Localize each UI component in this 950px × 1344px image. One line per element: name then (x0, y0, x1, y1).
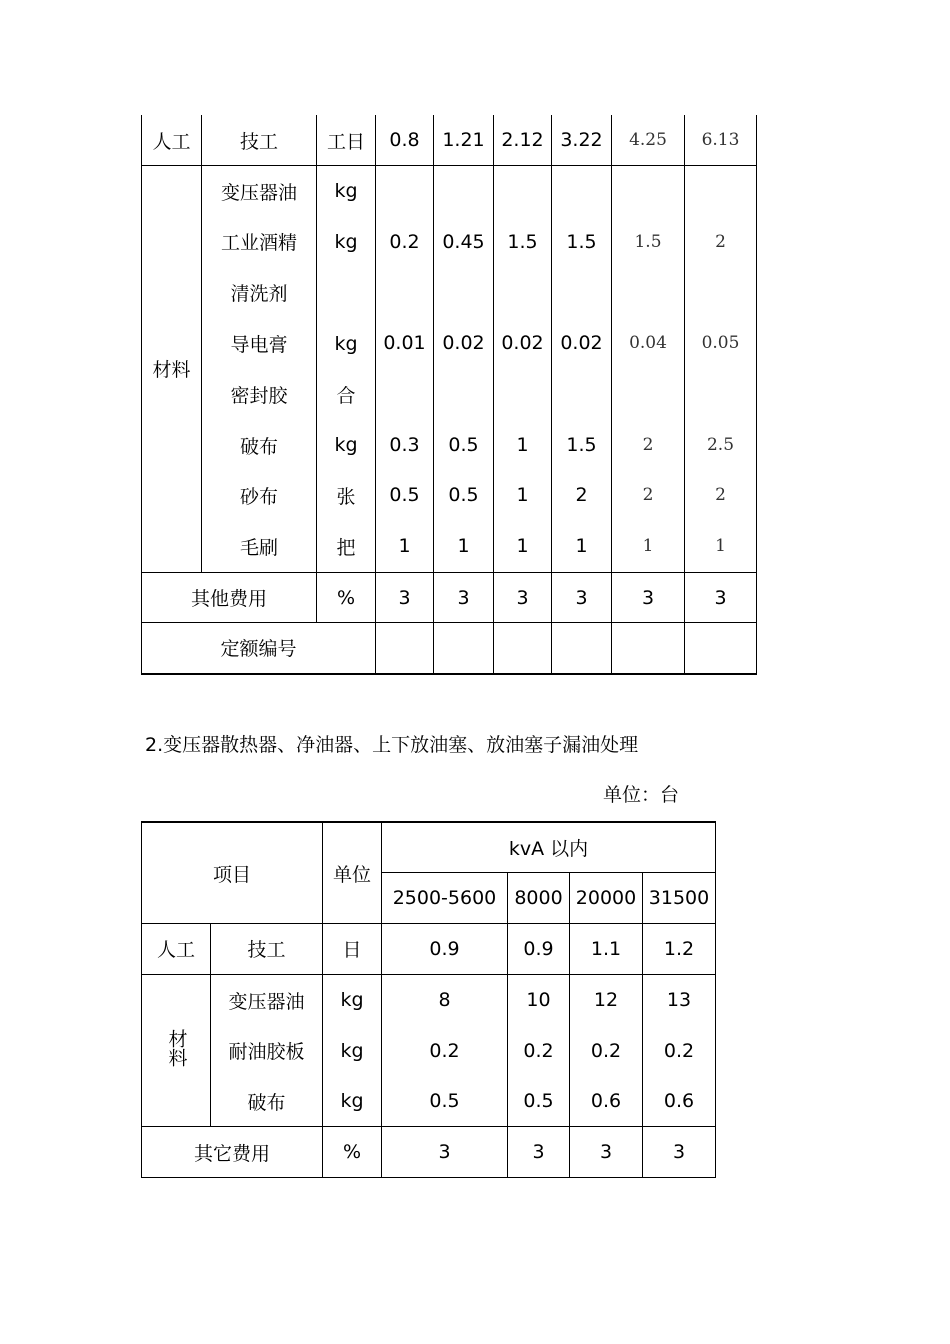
value-cell (685, 369, 756, 420)
group-label (142, 974, 211, 1126)
unit-cell: kg (323, 1025, 382, 1076)
value-cell: 3 (570, 1127, 643, 1178)
empty-cell (434, 623, 494, 674)
value-cell: 0.04 (629, 333, 667, 354)
value-cell (434, 166, 493, 217)
header-capacity: 20000 (570, 873, 643, 924)
value-stack (434, 166, 493, 572)
value-cell (685, 268, 756, 319)
quota-table-2 (141, 821, 716, 1178)
unit-cell: kg (317, 217, 376, 268)
value-cell: 0.45 (442, 230, 485, 253)
unit-cell: kg (317, 420, 376, 471)
value-cell: 1.5 (507, 230, 538, 253)
value-cell: 12 (570, 974, 643, 1025)
item-label: 技工 (202, 115, 317, 166)
header-row (142, 822, 716, 873)
unit-cell: kg (317, 318, 376, 369)
value-cell: 0.5 (508, 1076, 570, 1127)
value-stack (494, 166, 551, 572)
quota-table-1 (141, 115, 757, 675)
item-label: 导电膏 (202, 318, 317, 369)
value-cell: 1 (516, 433, 529, 456)
value-cell (612, 166, 684, 217)
value-cell: 0.8 (376, 115, 434, 166)
value-cell: 3 (685, 572, 757, 623)
value-cell: 2 (575, 484, 588, 507)
value-cell (434, 268, 493, 319)
value-column (494, 166, 552, 573)
labor-row (142, 115, 757, 166)
header-capacity: 2500-5600 (382, 873, 508, 924)
other-cost-row (142, 1127, 716, 1178)
header-item: 项目 (142, 822, 323, 924)
row-label: 定额编号 (142, 623, 376, 674)
value-cell: 0.9 (508, 924, 570, 975)
material-row (142, 166, 757, 217)
value-stack (376, 166, 433, 572)
value-cell: 0.05 (701, 333, 740, 354)
item-label: 清洗剂 (202, 267, 317, 318)
value-cell (552, 166, 611, 217)
unit-cell: % (323, 1127, 382, 1178)
value-cell: 0.2 (382, 1025, 508, 1076)
value-cell: 2 (642, 485, 654, 506)
header-group: kvA 以内 (382, 822, 716, 873)
value-cell: 1.2 (643, 924, 716, 975)
value-cell (494, 268, 551, 319)
value-cell: 0.01 (383, 332, 426, 355)
value-cell: 0.5 (389, 484, 420, 507)
value-cell (685, 166, 756, 217)
row-label: 其他费用 (142, 572, 317, 623)
value-cell: 1 (575, 535, 588, 557)
item-label: 技工 (211, 924, 323, 975)
value-cell: 3 (376, 572, 434, 623)
value-cell (612, 369, 684, 420)
item-label: 耐油胶板 (211, 1025, 323, 1076)
value-cell (376, 268, 433, 319)
value-cell: 2.12 (494, 115, 552, 166)
value-cell: 2 (642, 434, 654, 455)
value-cell: 0.6 (570, 1076, 643, 1127)
value-cell: 2.5 (706, 434, 735, 455)
value-cell: 1 (642, 536, 654, 556)
value-cell: 2 (715, 231, 726, 252)
row-label: 其它费用 (142, 1127, 323, 1178)
item-label: 变压器油 (211, 974, 323, 1025)
value-cell (612, 268, 684, 319)
value-cell: 3 (382, 1127, 508, 1178)
value-cell: 6.13 (685, 115, 757, 166)
item-label: 破布 (211, 1076, 323, 1127)
value-cell: 3 (434, 572, 494, 623)
empty-cell (685, 623, 757, 674)
value-cell: 1.21 (434, 115, 494, 166)
unit-cell: 把 (317, 521, 376, 572)
value-cell: 3 (494, 572, 552, 623)
value-cell: 0.5 (448, 484, 479, 507)
empty-cell (494, 623, 552, 674)
value-cell: 0.3 (389, 433, 420, 456)
value-cell: 0.2 (508, 1025, 570, 1076)
material-row (142, 1025, 716, 1076)
group-label: 人工 (142, 115, 202, 166)
header-capacity: 31500 (643, 873, 716, 924)
value-cell (552, 268, 611, 319)
empty-cell (376, 623, 434, 674)
value-cell: 1.5 (566, 230, 597, 253)
value-cell: 3 (612, 572, 685, 623)
other-cost-row (142, 572, 757, 623)
group-label: 人工 (142, 924, 211, 975)
value-cell: 1 (715, 536, 726, 556)
value-stack (612, 166, 684, 572)
value-cell: 3.22 (552, 115, 612, 166)
value-column (552, 166, 612, 573)
unit-cell: 合 (317, 369, 376, 420)
item-label: 变压器油 (202, 166, 317, 217)
material-row (142, 974, 716, 1025)
value-stack (552, 166, 611, 572)
value-cell: 0.2 (643, 1025, 716, 1076)
value-column (434, 166, 494, 573)
value-cell: 1 (398, 535, 411, 557)
section-title: 2.变压器散热器、净油器、上下放油塞、放油塞子漏油处理 (145, 734, 639, 756)
value-cell (494, 166, 551, 217)
value-column (685, 166, 757, 573)
value-cell: 0.6 (643, 1076, 716, 1127)
value-cell: 10 (508, 974, 570, 1025)
unit-cell: 张 (317, 471, 376, 522)
value-column (376, 166, 434, 573)
value-cell: 0.2 (389, 230, 420, 253)
unit-cell (317, 267, 376, 318)
unit-cell: 工日 (317, 115, 376, 166)
value-cell: 3 (508, 1127, 570, 1178)
empty-cell (612, 623, 685, 674)
quota-number-row (142, 623, 757, 674)
header-capacity: 8000 (508, 873, 570, 924)
value-cell: 0.2 (570, 1025, 643, 1076)
material-row (142, 1076, 716, 1127)
item-label: 毛刷 (202, 521, 317, 572)
header-unit: 单位 (323, 822, 382, 924)
unit-note: 单位：台 (603, 784, 680, 806)
value-column (612, 166, 685, 573)
value-cell: 2 (715, 485, 726, 506)
value-cell: 1.5 (566, 433, 597, 456)
unit-cell: kg (323, 1076, 382, 1127)
empty-cell (552, 623, 612, 674)
value-cell (376, 369, 433, 420)
value-cell: 13 (643, 974, 716, 1025)
value-cell: 1 (516, 484, 529, 507)
item-label: 破布 (202, 420, 317, 471)
value-cell: 0.02 (442, 332, 485, 355)
value-cell: 0.9 (382, 924, 508, 975)
value-cell: 1.1 (570, 924, 643, 975)
value-cell (552, 369, 611, 420)
unit-cell: 日 (323, 924, 382, 975)
group-label: 材料 (142, 166, 202, 573)
value-cell: 0.5 (448, 433, 479, 456)
item-label: 砂布 (202, 471, 317, 522)
value-cell (376, 166, 433, 217)
value-cell: 8 (382, 974, 508, 1025)
item-label: 密封胶 (202, 369, 317, 420)
labor-row (142, 924, 716, 975)
unit-cell: kg (317, 166, 376, 217)
item-label: 工业酒精 (202, 217, 317, 268)
unit-cell: % (317, 572, 376, 623)
unit-cell: kg (323, 974, 382, 1025)
group-label-text: 材料 (165, 1029, 188, 1068)
value-cell: 1 (516, 535, 529, 557)
value-cell (434, 369, 493, 420)
value-cell: 3 (643, 1127, 716, 1178)
value-cell: 4.25 (612, 115, 685, 166)
value-cell: 1.5 (634, 231, 662, 252)
value-cell: 0.02 (501, 332, 544, 355)
value-cell: 1 (457, 535, 470, 557)
value-cell: 0.5 (382, 1076, 508, 1127)
value-cell: 3 (552, 572, 612, 623)
value-cell: 0.02 (560, 332, 603, 355)
value-stack (685, 166, 756, 572)
value-cell (494, 369, 551, 420)
